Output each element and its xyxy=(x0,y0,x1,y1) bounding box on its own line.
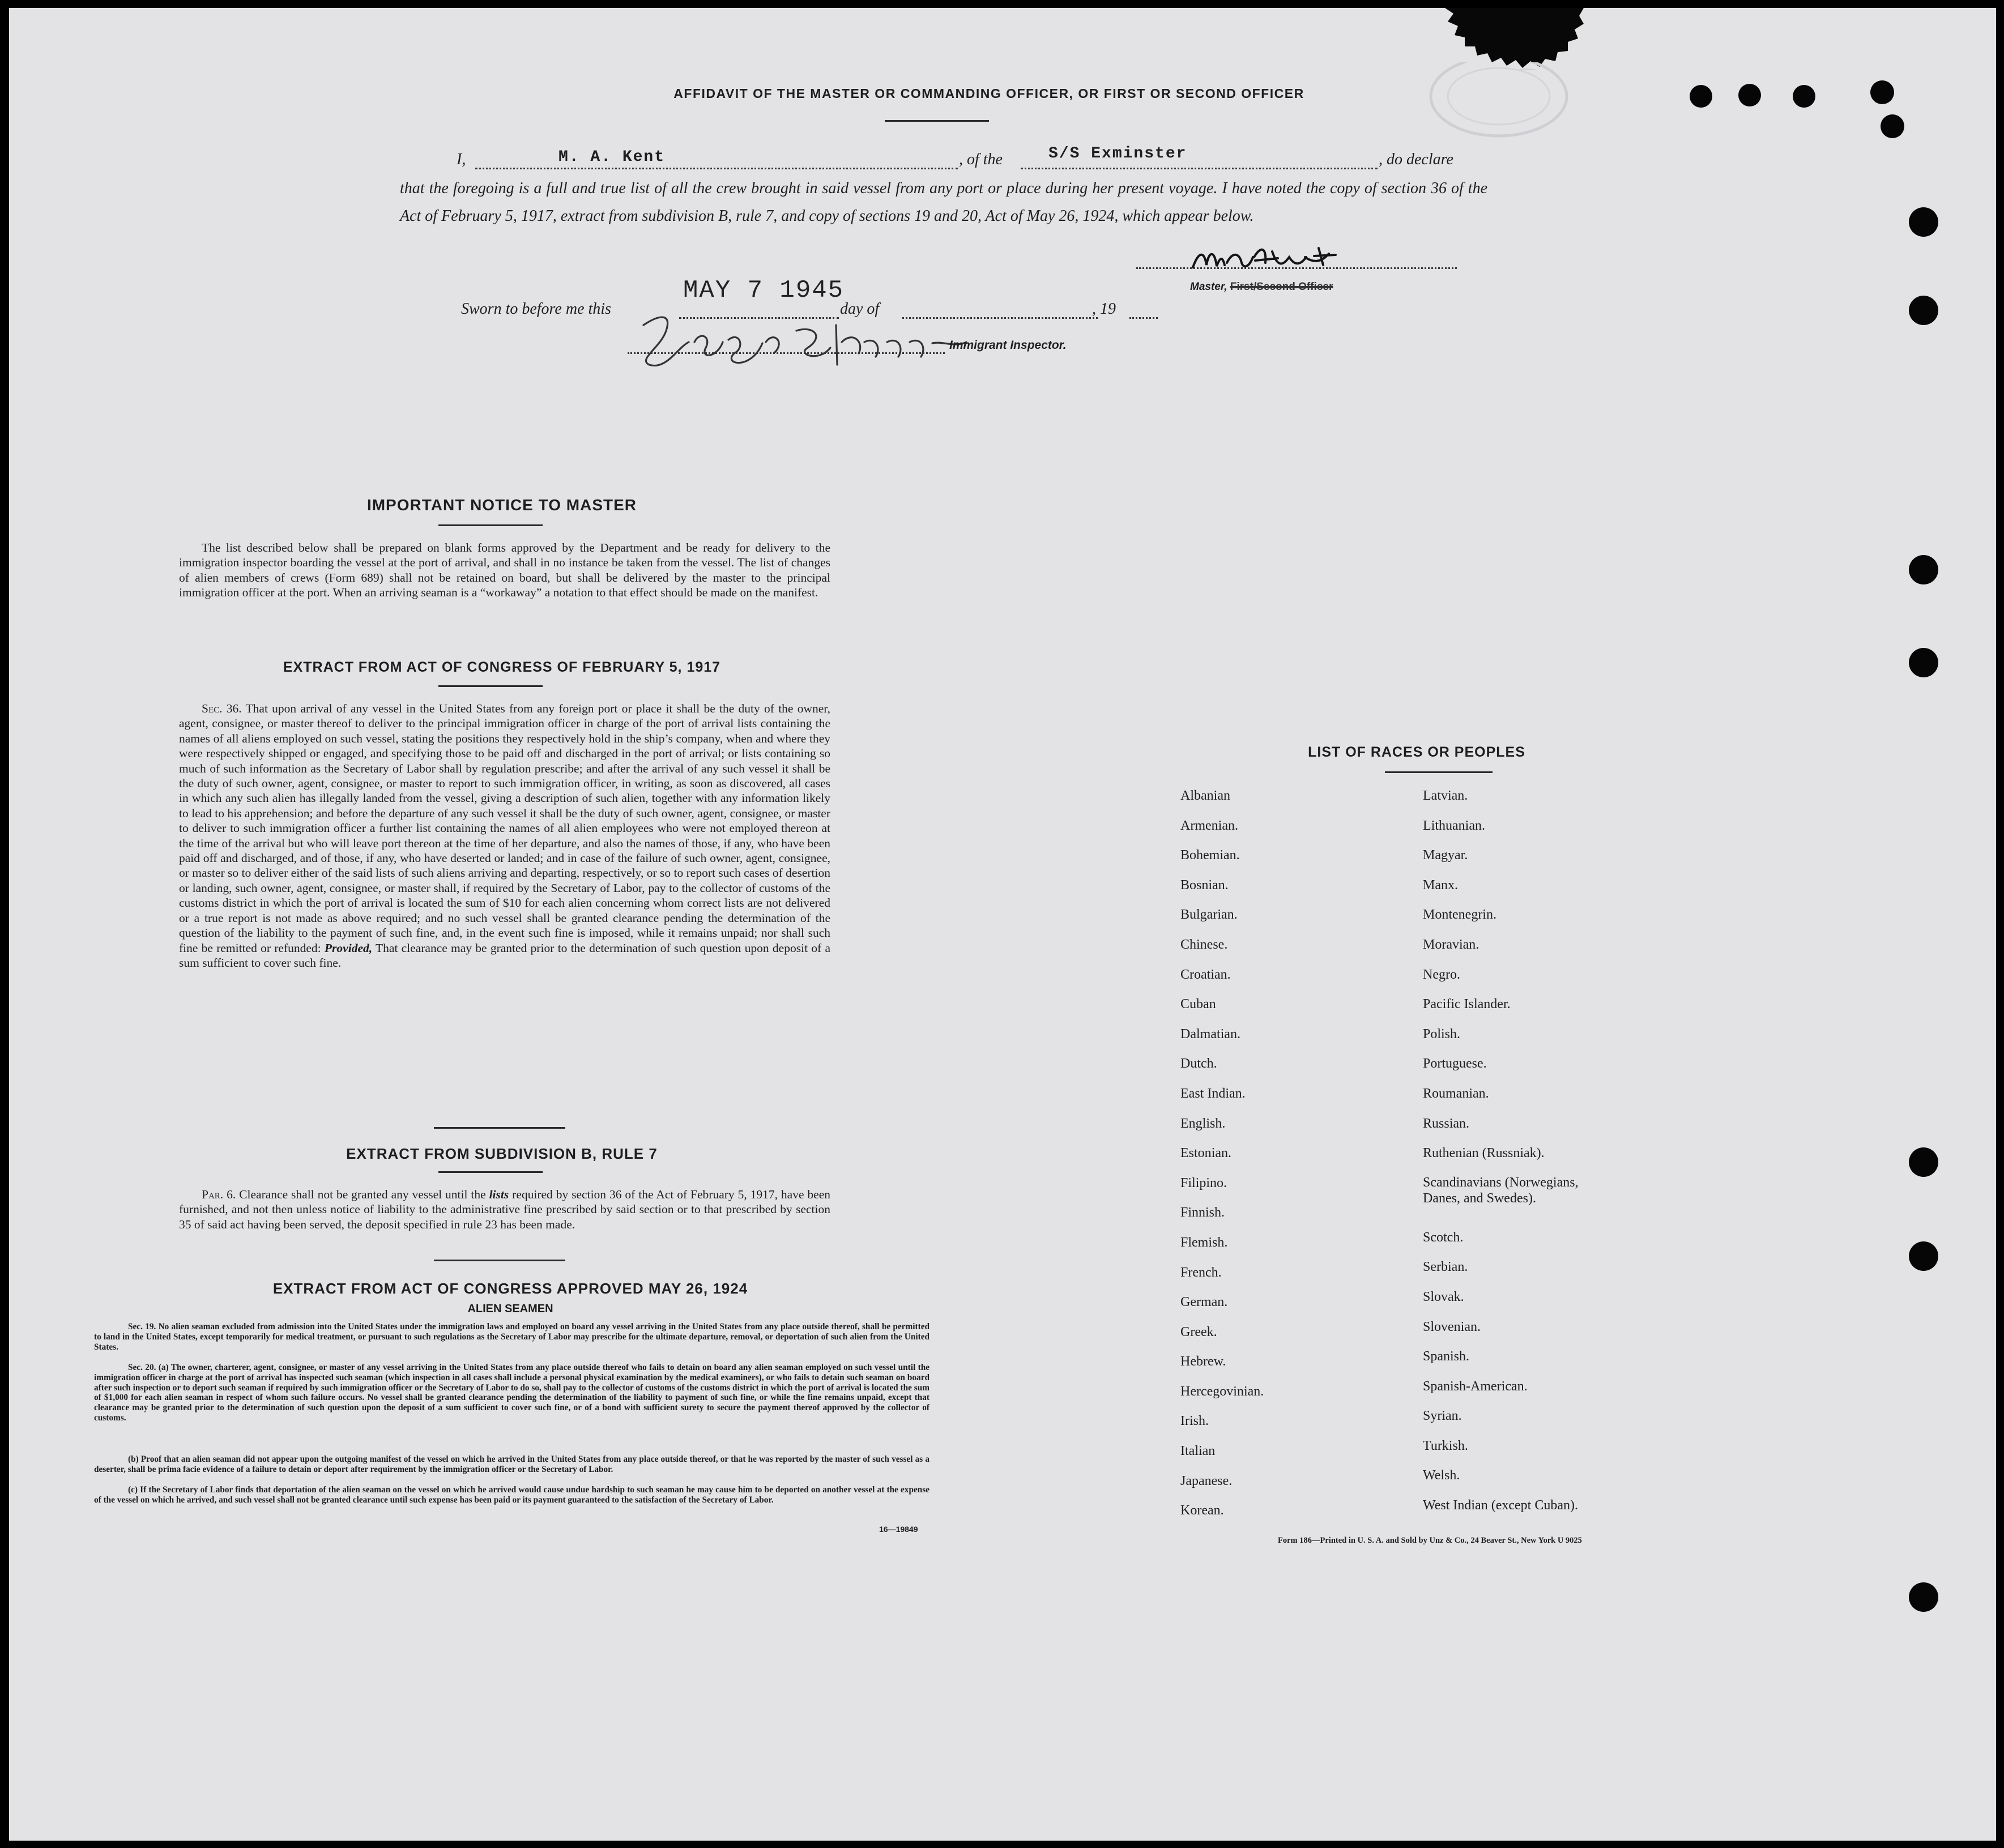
race-item: Turkish. xyxy=(1423,1438,1468,1453)
year-blank xyxy=(1129,317,1158,319)
proviso-word: Provided, xyxy=(324,941,373,955)
notice-title: IMPORTANT NOTICE TO MASTER xyxy=(366,496,637,514)
race-item: French. xyxy=(1180,1265,1222,1280)
race-item: Dalmatian. xyxy=(1180,1026,1240,1042)
sec-20a-text: Sec. 20. (a) The owner, charterer, agent, consignee, or master of any vessel arriving in the United States from any place outside thereof who fails to detain on board any alien seaman employed on such vessel until the immigration officer in charge at the port of arrival has inspected such seaman (which inspection in all cases shall include a personal physical examination by the medical examiners), or who fails to detain such seaman on board after such inspection or to deport such seaman if required by such immigration officer or the Secretary of Labor to do so, shall pay to the collector of customs of the customs district in which the port of arrival is located the sum of $1,000 for each alien seaman in respect of whom such failure occurs. No vessel shall be granted clearance pending the determination of the liability to payment of such fine, or while the fine remains unpaid, except that clearance may be granted prior to the determination of such question upon the deposit of a sum sufficient to cover such fine, or of a bond with sufficient surety to secure the payment thereof approved by the collector of customs. xyxy=(94,1363,929,1423)
sec-36-text-end: That clearance may be granted prior to the determination of such question upon deposit of a sum sufficient to cover such fine. xyxy=(179,941,830,970)
race-item: East Indian. xyxy=(1180,1086,1246,1101)
race-item: Roumanian. xyxy=(1423,1086,1489,1101)
sec-20c-text: (c) If the Secretary of Labor finds that deportation of the alien seaman on the vessel on which he arrived would cause undue hardship to such seaman he may cause him to be deported on another vessel at the expense of the vessel on which he arrived, and such vessel shall not be granted clearance until such expense has been paid or its payment guaranteed to the satisfaction of the Secretary of Labor. xyxy=(94,1485,929,1505)
declarant-name: M. A. Kent xyxy=(558,148,666,166)
race-item: Serbian. xyxy=(1423,1260,1468,1275)
race-item: Dutch. xyxy=(1180,1056,1217,1072)
seal-emboss xyxy=(1419,62,1578,153)
notice-body: The list described below shall be prepared on blank forms approved by the Department and be ready for delivery to the immigration inspector boarding the vessel at the port of arrival, and shall in no instance be taken from the vessel. The list of changes of alien members of crews (Form 689) shall not be retained on board, but shall be delivered by the master to the principal immigration officer at the port. When an arriving seaman is a “workaway” a notation to that effect should be made on the manifest. xyxy=(179,541,830,600)
vessel-name: S/S Exminster xyxy=(1048,145,1187,163)
race-item: Cuban xyxy=(1180,997,1216,1012)
race-item: Bulgarian. xyxy=(1180,907,1238,923)
inspector-line xyxy=(628,352,945,354)
form-footer: Form 186—Printed in U. S. A. and Sold by Unz & Co., 24 Beaver St., New York U 9025 xyxy=(1278,1536,1582,1545)
embossed-seal xyxy=(1414,8,1595,70)
binder-hole xyxy=(1909,648,1938,677)
rule-7-top-rule xyxy=(434,1127,565,1129)
race-item: Italian xyxy=(1180,1444,1216,1459)
race-item: Manx. xyxy=(1423,877,1458,893)
race-item: Negro. xyxy=(1423,967,1460,982)
title-rule xyxy=(885,120,989,122)
master-signature xyxy=(1187,240,1368,280)
par-6-text-a: Clearance shall not be granted any vessel until the xyxy=(239,1188,486,1201)
binder-hole xyxy=(1909,296,1938,325)
binder-hole xyxy=(1909,1241,1938,1271)
binder-hole xyxy=(1881,114,1904,138)
document-page xyxy=(9,8,1996,1841)
par-6-text-b: required by section 36 of the Act of February 5, 1917, have been furnished, and not then unless notice of liability to the administrative fine prescribed by said section or to that prescribed by section 35 of said act having been served, the deposit specified in rule 23 has been made. xyxy=(179,1188,831,1231)
act-1917-title: EXTRACT FROM ACT OF CONGRESS OF FEBRUARY 5, 1917 xyxy=(283,659,721,675)
race-item: Greek. xyxy=(1180,1324,1217,1339)
race-item: Magyar. xyxy=(1423,848,1468,863)
race-item: Bosnian. xyxy=(1180,877,1229,893)
notice-rule xyxy=(438,524,543,526)
race-item: Slovenian. xyxy=(1423,1319,1481,1334)
form-code: 16—19849 xyxy=(879,1525,918,1534)
race-item: Spanish. xyxy=(1423,1349,1470,1364)
rule-7-rule xyxy=(438,1171,543,1173)
act-1924-subtitle: ALIEN SEAMEN xyxy=(467,1303,553,1315)
race-item: Estonian. xyxy=(1180,1146,1231,1161)
vessel-blank xyxy=(1021,168,1378,169)
sec-20b-text: (b) Proof that an alien seaman did not appear upon the outgoing manifest of the vessel on which he arrived in the United States from any place outside thereof, or that he was reported by the master of such vessel as a deserter, shall be prima facie evidence of a failure to detain or deport after requirement by the immigration officer or the Secretary of Labor. xyxy=(94,1454,929,1474)
act-1917-body xyxy=(179,701,830,970)
race-item: Hercegovinian. xyxy=(1180,1384,1264,1399)
race-item: Russian. xyxy=(1423,1116,1470,1131)
do-declare-label: , do declare xyxy=(1379,151,1453,168)
race-item: Bohemian. xyxy=(1180,848,1240,863)
race-item: Croatian. xyxy=(1180,967,1231,982)
race-item: Albanian xyxy=(1180,788,1230,803)
race-item: Japanese. xyxy=(1180,1473,1233,1488)
inspector-signature xyxy=(626,308,989,376)
par-6-label: Par. 6. xyxy=(202,1188,236,1201)
day-of-label: day of xyxy=(840,300,880,318)
binder-hole xyxy=(1909,1147,1938,1177)
race-item: Latvian. xyxy=(1423,788,1468,803)
signer-title xyxy=(1190,281,1333,293)
sec-36-label: Sec. 36. xyxy=(202,702,242,715)
rule-7-title: EXTRACT FROM SUBDIVISION B, RULE 7 xyxy=(346,1145,658,1162)
race-item: Filipino. xyxy=(1180,1175,1227,1190)
race-item: Hebrew. xyxy=(1180,1354,1226,1369)
race-item: Armenian. xyxy=(1180,818,1238,833)
act-1924-top-rule xyxy=(434,1260,565,1261)
race-item: Irish. xyxy=(1180,1414,1209,1429)
declaration-i: I, xyxy=(457,151,466,168)
race-item: Pacific Islander. xyxy=(1423,997,1511,1012)
declarant-blank xyxy=(475,168,958,169)
races-left-column xyxy=(1180,787,1407,1532)
lists-word: lists xyxy=(489,1188,509,1201)
year-label: , 19 xyxy=(1092,300,1116,318)
race-item: English. xyxy=(1180,1116,1226,1131)
race-item: Polish. xyxy=(1423,1026,1461,1042)
race-item: Ruthenian (Russniak). xyxy=(1423,1146,1545,1161)
race-item: Finnish. xyxy=(1180,1205,1225,1220)
races-rule xyxy=(1385,771,1493,773)
race-item: Scotch. xyxy=(1423,1230,1464,1245)
inspector-title: Immigrant Inspector. xyxy=(949,339,1067,352)
affidavit-title: AFFIDAVIT OF THE MASTER OR COMMANDING OFFICER, OR FIRST OR SECOND OFFICER xyxy=(673,86,1304,101)
binder-hole xyxy=(1909,207,1938,237)
race-item: Spanish-American. xyxy=(1423,1378,1528,1394)
race-item: Slovak. xyxy=(1423,1289,1464,1304)
race-item: German. xyxy=(1180,1295,1228,1310)
race-item: Welsh. xyxy=(1423,1468,1460,1483)
race-item: Portuguese. xyxy=(1423,1056,1487,1072)
race-item: Scandinavians (Norwegians, Danes, and Swedes). xyxy=(1423,1175,1579,1206)
race-item: Chinese. xyxy=(1180,937,1228,952)
race-item: Moravian. xyxy=(1423,937,1479,952)
race-item: Flemish. xyxy=(1180,1235,1228,1250)
race-item: West Indian (except Cuban). xyxy=(1423,1498,1578,1513)
of-the-label: , of the xyxy=(959,151,1003,168)
struck-officer-title: First/Second Officer xyxy=(1230,281,1333,293)
races-title: LIST OF RACES OR PEOPLES xyxy=(1308,744,1525,760)
race-item: Montenegrin. xyxy=(1423,907,1496,923)
binder-hole xyxy=(1909,555,1938,584)
sec-36-text: That upon arrival of any vessel in the United States from any foreign port or place it shall be the duty of the owner, agent, consignee, or master thereof to deliver to the principal immigration officer in charge of the port of arrival lists containing the names of all aliens employed on such vessel, stating the positions they respectively hold in the ship’s company, when and where they were respectively shipped or engaged, and specifying those to be paid off and discharged in the port of arrival; or lists containing so much of such information as the Secretary of Labor shall by regulation prescribe; and after the arrival of any such vessel it shall be the duty of such owner, agent, consignee, or master to report to such immigration officer, in writing, as soon as discovered, all cases in which any such alien has illegally landed from the vessel, giving a description of such alien, together with any information likely to lead to his apprehension; and before the departure of any such vessel it shall be the duty of such owner, agent, consignee, or master to deliver to such immigration officer a further list containing the names of all alien employees who were not employed thereon at the time of the arrival but who will leave port thereon at the time of her departure, and also the names of those, if any, who have been paid off and discharged, and of those, if any, who have deserted or landed; and in case of the failure of such owner, agent, consignee, or master so to deliver either of the said lists of such aliens arriving and departing, respectively, or so to report such cases of desertion or landing, such owner, agent, consignee, or master shall, if required by the Secretary of Labor, pay to the collector of customs of the customs district in which the port of arrival is located the sum of $10 for each alien concerning whom correct lists are not delivered or a true report is not made as above required; and no such vessel shall be granted clearance pending the determination of the question of the liability to the payment of such fine, and, in the event such fine is imposed, while it remains unpaid; nor shall such fine be remitted or refunded: xyxy=(179,702,830,955)
declaration-body: that the foregoing is a full and true list of all the crew brought in said vessel from any port or place during her present voyage. I have noted the copy of section 36 of the Act of February 5, 1917, extract from subdivision B, rule 7, and copy of sections 19 and 20, Act of May 26, 1924, which appear below. xyxy=(400,180,1487,225)
rule-7-body xyxy=(179,1187,830,1232)
races-right-column xyxy=(1423,787,1740,1527)
act-1924-title: EXTRACT FROM ACT OF CONGRESS APPROVED MAY 26, 1924 xyxy=(272,1280,748,1297)
race-item: Lithuanian. xyxy=(1423,818,1485,833)
master-label: Master, xyxy=(1190,281,1230,293)
race-item: Korean. xyxy=(1180,1503,1224,1518)
sworn-label: Sworn to before me this xyxy=(461,300,611,318)
binder-hole xyxy=(1909,1582,1938,1612)
sec-19-text: Sec. 19. No alien seaman excluded from admission into the United States under the immigration laws and employed on board any vessel arriving in the United States from any place outside thereof, shall be permitted to land in the United States, except temporarily for medical treatment, or pursuant to such regulations as the Secretary of Labor may prescribe for the ultimate departure, removal, or deportation of such alien from the United States. xyxy=(94,1322,929,1352)
date-stamp: MAY 7 1945 xyxy=(683,276,845,305)
race-item: Syrian. xyxy=(1423,1409,1462,1424)
act-1917-rule xyxy=(438,685,543,687)
